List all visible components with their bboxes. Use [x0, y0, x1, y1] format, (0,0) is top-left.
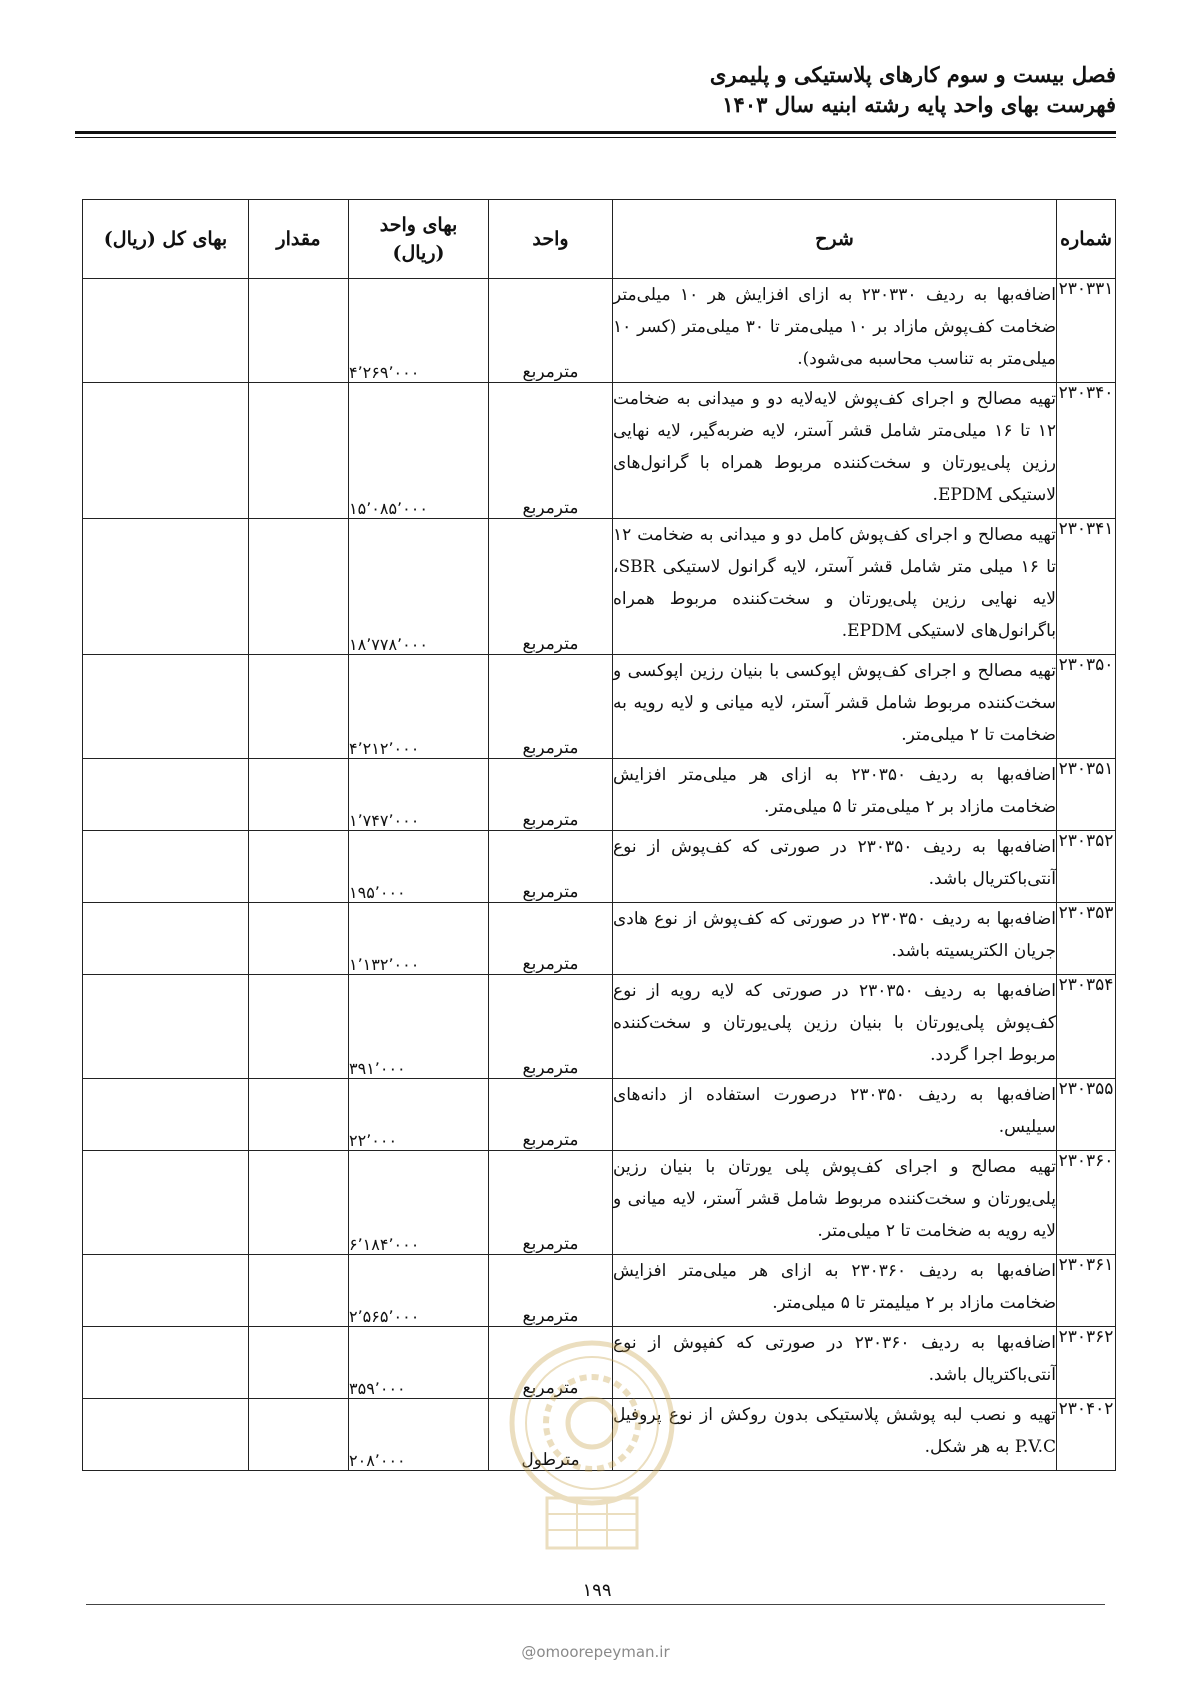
table-row — [83, 1399, 1116, 1471]
row-description: تهیه مصالح و اجرای کف‌پوش کامل دو و میدانی به ضخامت ۱۲ تا ۱۶ میلی متر شامل قشر آستر، لایه گرانول لاستیکی SBR، لایه نهایی رزین پلی‌یورتان و سخت‌کننده مربوط همراه باگرانول‌های لاستیکی EPDM. — [613, 519, 1057, 655]
row-quantity — [249, 1151, 349, 1255]
table-row — [83, 831, 1116, 903]
row-unit: مترمربع — [489, 831, 613, 903]
row-description: تهیه مصالح و اجرای کف‌پوش اپوکسی با بنیان رزین اپوکسی و سخت‌کننده مربوط شامل قشر آستر، لایه میانی و لایه رویه به ضخامت تا ۲ میلی‌متر. — [613, 655, 1057, 759]
row-quantity — [249, 903, 349, 975]
row-unit: مترمربع — [489, 903, 613, 975]
row-total-price — [83, 1151, 249, 1255]
row-total-price — [83, 975, 249, 1079]
row-unit-price: ۱۹۵٬۰۰۰ — [349, 831, 489, 903]
price-table — [82, 199, 1116, 1471]
row-unit-price: ۱۸٬۷۷۸٬۰۰۰ — [349, 519, 489, 655]
row-unit-price: ۲۰۸٬۰۰۰ — [349, 1399, 489, 1471]
row-unit-price: ۳۵۹٬۰۰۰ — [349, 1327, 489, 1399]
table-row — [83, 383, 1116, 519]
row-description: اضافه‌بها به ردیف ۲۳۰۳۳۰ به ازای افزایش هر ۱۰ میلی‌متر ضخامت کف‌پوش مازاد بر ۱۰ میلی‌متر تا ۳۰ میلی‌متر (کسر ۱۰ میلی‌متر به تناسب محاسبه می‌شود). — [613, 279, 1057, 383]
header-number: شماره — [1057, 200, 1116, 279]
row-unit: مترمربع — [489, 1079, 613, 1151]
row-total-price — [83, 519, 249, 655]
row-description: اضافه‌بها به ردیف ۲۳۰۳۶۰ به ازای هر میلی‌متر افزایش ضخامت مازاد بر ۲ میلیمتر تا ۵ میلی‌متر. — [613, 1255, 1057, 1327]
header-unit-price — [349, 200, 489, 279]
row-unit: مترمربع — [489, 519, 613, 655]
row-number: ۲۳۰۳۳۱ — [1057, 279, 1116, 383]
chapter-title: فصل بیست و سوم کارهای پلاستیکی و پلیمری — [709, 62, 1116, 87]
table-row — [83, 1151, 1116, 1255]
row-quantity — [249, 1255, 349, 1327]
row-unit-price: ۱۵٬۰۸۵٬۰۰۰ — [349, 383, 489, 519]
header-unit-price-currency: (ریال) — [392, 242, 445, 264]
table-row — [83, 975, 1116, 1079]
row-number: ۲۳۰۳۶۰ — [1057, 1151, 1116, 1255]
row-number: ۲۳۰۳۵۳ — [1057, 903, 1116, 975]
table-header-row — [83, 200, 1116, 279]
row-unit: مترمربع — [489, 975, 613, 1079]
row-unit: مترمربع — [489, 1327, 613, 1399]
row-total-price — [83, 1255, 249, 1327]
row-number: ۲۳۰۳۶۱ — [1057, 1255, 1116, 1327]
row-unit: مترمربع — [489, 1255, 613, 1327]
table-row — [83, 519, 1116, 655]
row-total-price — [83, 383, 249, 519]
row-number: ۲۳۰۳۴۰ — [1057, 383, 1116, 519]
row-unit-price: ۳۹۱٬۰۰۰ — [349, 975, 489, 1079]
row-total-price — [83, 1327, 249, 1399]
row-number: ۲۳۰۴۰۲ — [1057, 1399, 1116, 1471]
row-number: ۲۳۰۳۵۱ — [1057, 759, 1116, 831]
header-quantity: مقدار — [249, 200, 349, 279]
row-quantity — [249, 519, 349, 655]
row-description: اضافه‌بها به ردیف ۲۳۰۳۶۰ در صورتی که کفپوش از نوع آنتی‌باکتریال باشد. — [613, 1327, 1057, 1399]
row-total-price — [83, 759, 249, 831]
row-quantity — [249, 1079, 349, 1151]
table-row — [83, 1079, 1116, 1151]
table-row — [83, 1255, 1116, 1327]
row-number: ۲۳۰۳۵۴ — [1057, 975, 1116, 1079]
row-description: اضافه‌بها به ردیف ۲۳۰۳۵۰ در صورتی که کف‌پوش از نوع آنتی‌باکتریال باشد. — [613, 831, 1057, 903]
row-unit: مترمربع — [489, 655, 613, 759]
row-number: ۲۳۰۳۵۵ — [1057, 1079, 1116, 1151]
row-unit-price: ۱٬۷۴۷٬۰۰۰ — [349, 759, 489, 831]
row-unit-price: ۴٬۲۱۲٬۰۰۰ — [349, 655, 489, 759]
row-unit-price: ۶٬۱۸۴٬۰۰۰ — [349, 1151, 489, 1255]
row-quantity — [249, 279, 349, 383]
row-unit: مترمربع — [489, 759, 613, 831]
row-unit-price: ۴٬۲۶۹٬۰۰۰ — [349, 279, 489, 383]
row-quantity — [249, 1327, 349, 1399]
table-row — [83, 903, 1116, 975]
row-total-price — [83, 655, 249, 759]
table-row — [83, 279, 1116, 383]
row-unit: مترطول — [489, 1399, 613, 1471]
website-link[interactable]: @omoorepeyman.ir — [521, 1643, 670, 1661]
row-unit: مترمربع — [489, 383, 613, 519]
list-title: فهرست بهای واحد پایه رشته ابنیه سال ۱۴۰۳ — [722, 92, 1116, 117]
row-description: اضافه‌بها به ردیف ۲۳۰۳۵۰ درصورت استفاده از دانه‌های سیلیس. — [613, 1079, 1057, 1151]
header-unit-price-title: بهای واحد — [379, 214, 458, 236]
row-total-price — [83, 903, 249, 975]
row-description: اضافه‌بها به ردیف ۲۳۰۳۵۰ در صورتی که لایه رویه از نوع کف‌پوش پلی‌یورتان با بنیان رزین پلی‌یورتان و سخت‌کننده مربوط اجرا گردد. — [613, 975, 1057, 1079]
row-quantity — [249, 1399, 349, 1471]
row-quantity — [249, 383, 349, 519]
row-description: اضافه‌بها به ردیف ۲۳۰۳۵۰ در صورتی که کف‌پوش از نوع هادی جریان الکتریسیته باشد. — [613, 903, 1057, 975]
header-description: شرح — [613, 200, 1057, 279]
row-unit-price: ۱٬۱۳۲٬۰۰۰ — [349, 903, 489, 975]
row-quantity — [249, 975, 349, 1079]
row-unit: مترمربع — [489, 1151, 613, 1255]
table-row — [83, 655, 1116, 759]
row-quantity — [249, 655, 349, 759]
header-rule-thick — [75, 131, 1116, 134]
row-description: تهیه مصالح و اجرای کف‌پوش لایه‌لایه دو و میدانی به ضخامت ۱۲ تا ۱۶ میلی‌متر شامل قشر آستر، لایه ضربه‌گیر، لایه نهایی رزین پلی‌یورتان و سخت‌کننده مربوط همراه با گرانول‌های لاستیکی EPDM. — [613, 383, 1057, 519]
header-rule-thin — [75, 137, 1116, 138]
row-description: اضافه‌بها به ردیف ۲۳۰۳۵۰ به ازای هر میلی‌متر افزایش ضخامت مازاد بر ۲ میلی‌متر تا ۵ میلی‌متر. — [613, 759, 1057, 831]
page-header — [710, 60, 1116, 120]
row-number: ۲۳۰۳۵۰ — [1057, 655, 1116, 759]
row-unit-price: ۲٬۵۶۵٬۰۰۰ — [349, 1255, 489, 1327]
row-unit: مترمربع — [489, 279, 613, 383]
row-number: ۲۳۰۳۵۲ — [1057, 831, 1116, 903]
table-row — [83, 1327, 1116, 1399]
row-total-price — [83, 1079, 249, 1151]
page-number: ۱۹۹ — [575, 1580, 619, 1601]
row-total-price — [83, 1399, 249, 1471]
table-row — [83, 759, 1116, 831]
row-unit-price: ۲۲٬۰۰۰ — [349, 1079, 489, 1151]
row-total-price — [83, 831, 249, 903]
row-quantity — [249, 831, 349, 903]
footer-rule — [86, 1604, 1105, 1605]
header-unit: واحد — [489, 200, 613, 279]
row-description: تهیه و نصب لبه پوشش پلاستیکی بدون روکش از نوع پروفیل P.V.C به هر شکل. — [613, 1399, 1057, 1471]
row-total-price — [83, 279, 249, 383]
row-number: ۲۳۰۳۶۲ — [1057, 1327, 1116, 1399]
row-description: تهیه مصالح و اجرای کف‌پوش پلی یورتان با بنیان رزین پلی‌یورتان و سخت‌کننده مربوط شامل قشر آستر، لایه میانی و لایه رویه به ضخامت تا ۲ میلی‌متر. — [613, 1151, 1057, 1255]
row-quantity — [249, 759, 349, 831]
row-number: ۲۳۰۳۴۱ — [1057, 519, 1116, 655]
header-total-price: بهای کل (ریال) — [83, 200, 249, 279]
